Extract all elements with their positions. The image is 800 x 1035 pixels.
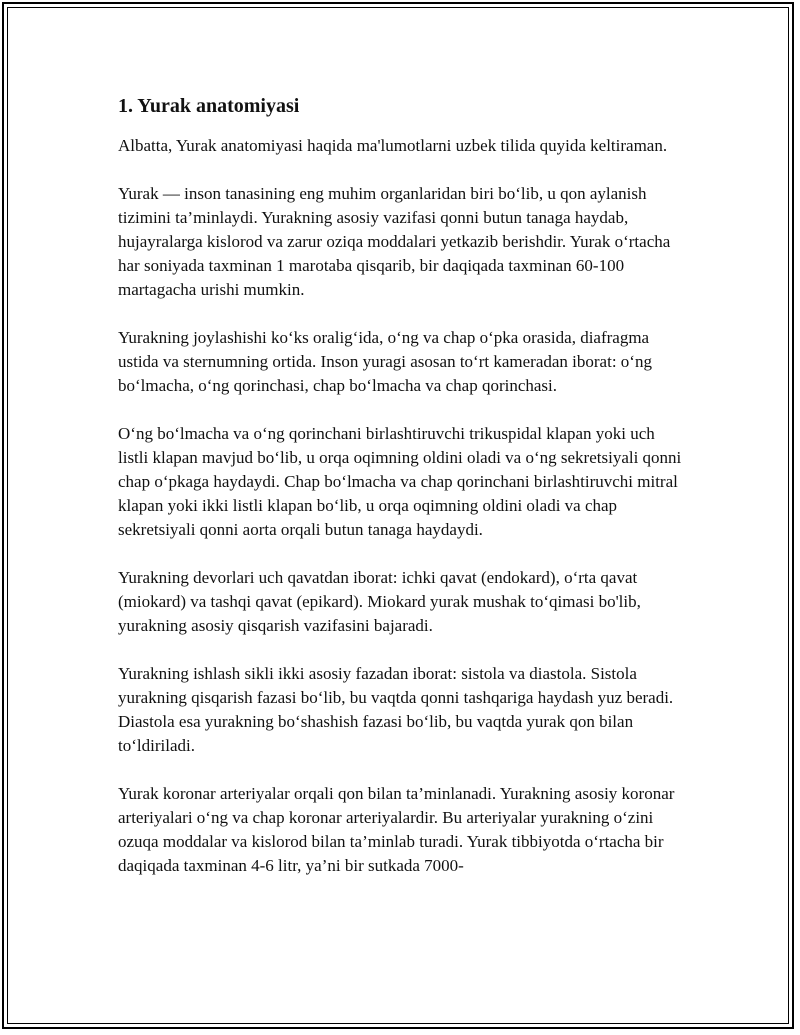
paragraph-coronary-arteries: Yurak koronar arteriyalar orqali qon bilan ta’minlanadi. Yurakning asosiy koronar arteriyalari o‘ng va chap koronar arteriyalardir. Bu arteriyalar yurakning o‘zini ozuqa moddalar va kislorod bilan ta’minlab turadi. Yurak tibbiyotda o‘rtacha bir daqiqada taxminan 4-6 litr, ya’ni bir sutkada 7000- [118,784,675,875]
section-heading: 1. Yurak anatomiyasi [118,95,300,117]
paragraph-heart-function: Yurak — inson tanasining eng muhim organlaridan biri bo‘lib, u qon aylanish tizimini ta’minlaydi. Yurakning asosiy vazifasi qonni butun tanaga haydab, hujayralarga kislorod va zarur oziqa moddalari yetkazib berishdir. Yurak o‘rtacha har soniyada taxminan 1 marotaba qisqarib, bir daqiqada taxminan 60-100 martagacha urishi mumkin. [118,184,671,299]
paragraph-cardiac-cycle: Yurakning ishlash sikli ikki asosiy fazadan iborat: sistola va diastola. Sistola yurakning qisqarish fazasi bo‘lib, bu vaqtda qonni tashqariga haydash yuz beradi. Diastola esa yurakning bo‘shashish fazasi bo‘lib, bu vaqtda yurak qon bilan to‘ldiriladi. [118,664,674,755]
paragraph-heart-walls: Yurakning devorlari uch qavatdan iborat: ichki qavat (endokard), o‘rta qavat (miokard) va tashqi qavat (epikard). Miokard yurak mushak to‘qimasi bo'lib, yurakning asosiy qisqarish vazifasini bajaradi. [118,568,641,635]
paragraph-intro: Albatta, Yurak anatomiyasi haqida ma'lumotlarni uzbek tilida quyida keltiraman. [118,136,668,155]
paragraph-heart-valves: O‘ng bo‘lmacha va o‘ng qorinchani birlashtiruvchi trikuspidal klapan yoki uch listli klapan mavjud bo‘lib, u orqa oqimning oldini oladi va o‘ng sekretsiyali qonni chap o‘pkaga haydaydi. Chap bo‘lmacha va chap qorinchani birlashtiruvchi mitral klapan yoki ikki listli klapan bo‘lib, u orqa oqimning oldini oladi va chap sekretsiyali qonni aorta orqali butun tanaga haydaydi. [118,424,682,539]
document-body [118,92,688,902]
paragraph-heart-location: Yurakning joylashishi ko‘ks oralig‘ida, o‘ng va chap o‘pka orasida, diafragma ustida va sternumning ortida. Inson yuragi asosan to‘rt kameradan iborat: o‘ng bo‘lmacha, o‘ng qorinchasi, chap bo‘lmacha va chap qorinchasi. [118,328,652,395]
